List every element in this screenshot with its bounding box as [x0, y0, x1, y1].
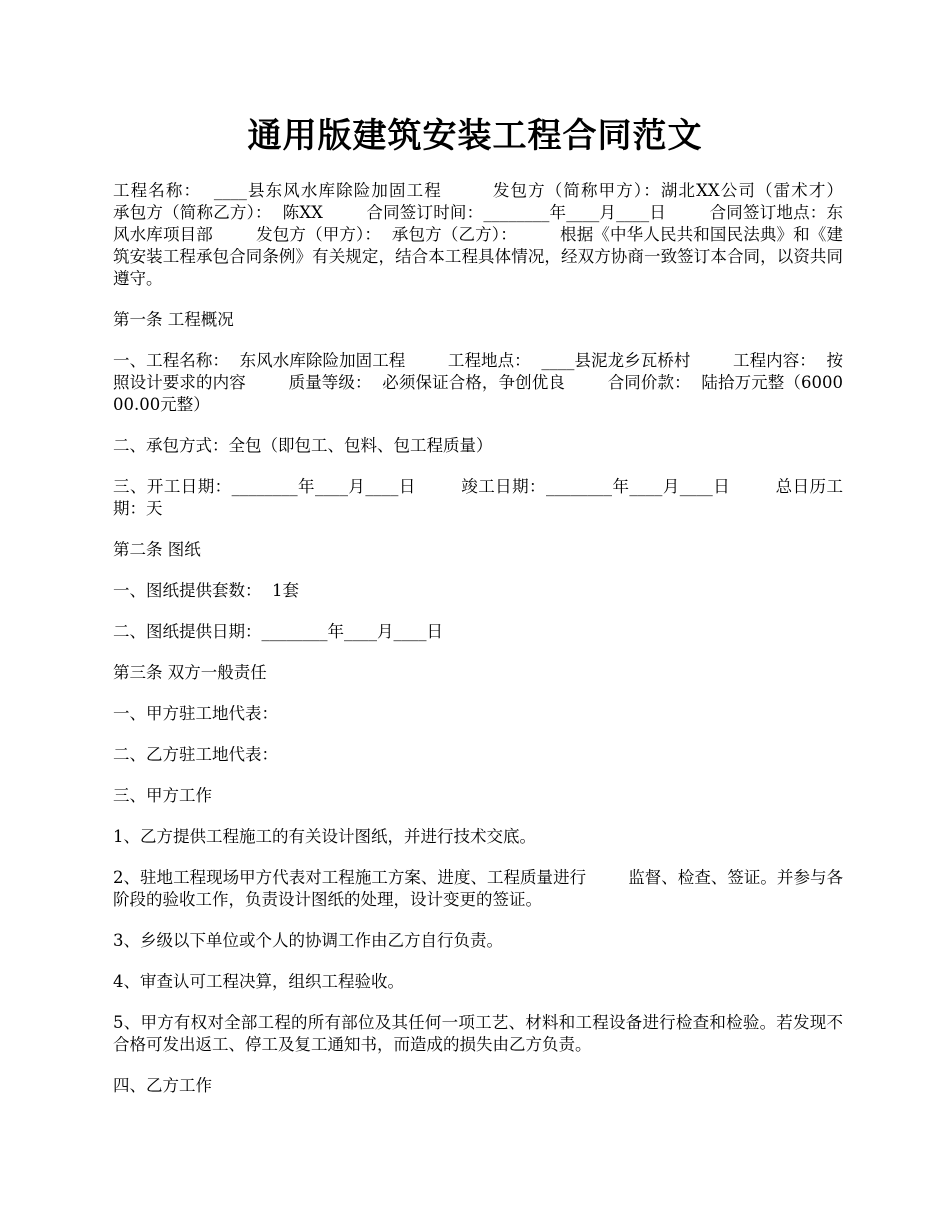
contract-method-paragraph: 二、承包方式：全包（即包工、包料、包工程质量）: [113, 436, 493, 455]
section-heading-responsibilities: 第三条 双方一般责任: [113, 663, 267, 682]
drawing-sets-paragraph: 一、图纸提供套数： 1套: [113, 581, 299, 600]
party-a-work-item-4: 4、审查认可工程决算，组织工程验收。: [113, 972, 404, 991]
schedule-dates-paragraph: 三、开工日期：________年____月____日 竣工日期：________年____月____日 总日历工期：天: [113, 477, 843, 518]
party-a-work-item-1: 1、乙方提供工程施工的有关设计图纸，并进行技术交底。: [113, 827, 536, 846]
drawing-date-paragraph: 二、图纸提供日期：________年____月____日: [113, 622, 443, 641]
party-b-representative-paragraph: 二、乙方驻工地代表：: [113, 745, 278, 764]
document-body: [113, 180, 885, 1116]
party-a-work-heading: 三、甲方工作: [113, 786, 212, 805]
party-a-representative-paragraph: 一、甲方驻工地代表：: [113, 704, 278, 723]
section-heading-project-overview: 第一条 工程概况: [113, 310, 234, 329]
project-details-paragraph: 一、工程名称： 东风水库除险加固工程 工程地点： ____县泥龙乡瓦桥村 工程内容： 按照设计要求的内容 质量等级： 必须保证合格，争创优良 合同价款： 陆拾万元整（600000.00元整）: [113, 351, 843, 414]
party-a-work-item-3: 3、乡级以下单位或个人的协调工作由乙方自行负责。: [113, 931, 503, 950]
section-heading-drawings: 第二条 图纸: [113, 540, 201, 559]
document-title: 通用版建筑安装工程合同范文: [247, 116, 703, 156]
contract-preamble-paragraph: 工程名称： ____县东风水库除险加固工程 发包方（简称甲方）：湖北XX公司（雷术才） 承包方（简称乙方）： 陈XX 合同签订时间：________年____月____日 合同签订地点：东风水库项目部 发包方（甲方）： 承包方（乙方）： 根据《中华人民共和国民法典》和《建筑安装工程承包合同条例》有关规定，结合本工程具体情况，经双方协商一致签订本合同，以资共同遵守。: [113, 181, 885, 288]
party-b-work-heading: 四、乙方工作: [113, 1076, 212, 1095]
party-a-work-item-2: 2、驻地工程现场甲方代表对工程施工方案、进度、工程质量进行 监督、检查、签证。并参与各阶段的验收工作，负责设计图纸的处理，设计变更的签证。: [113, 868, 843, 909]
party-a-work-item-5: 5、甲方有权对全部工程的所有部位及其任何一项工艺、材料和工程设备进行检查和检验。若发现不合格可发出返工、停工及复工通知书，而造成的损失由乙方负责。: [113, 1013, 843, 1054]
